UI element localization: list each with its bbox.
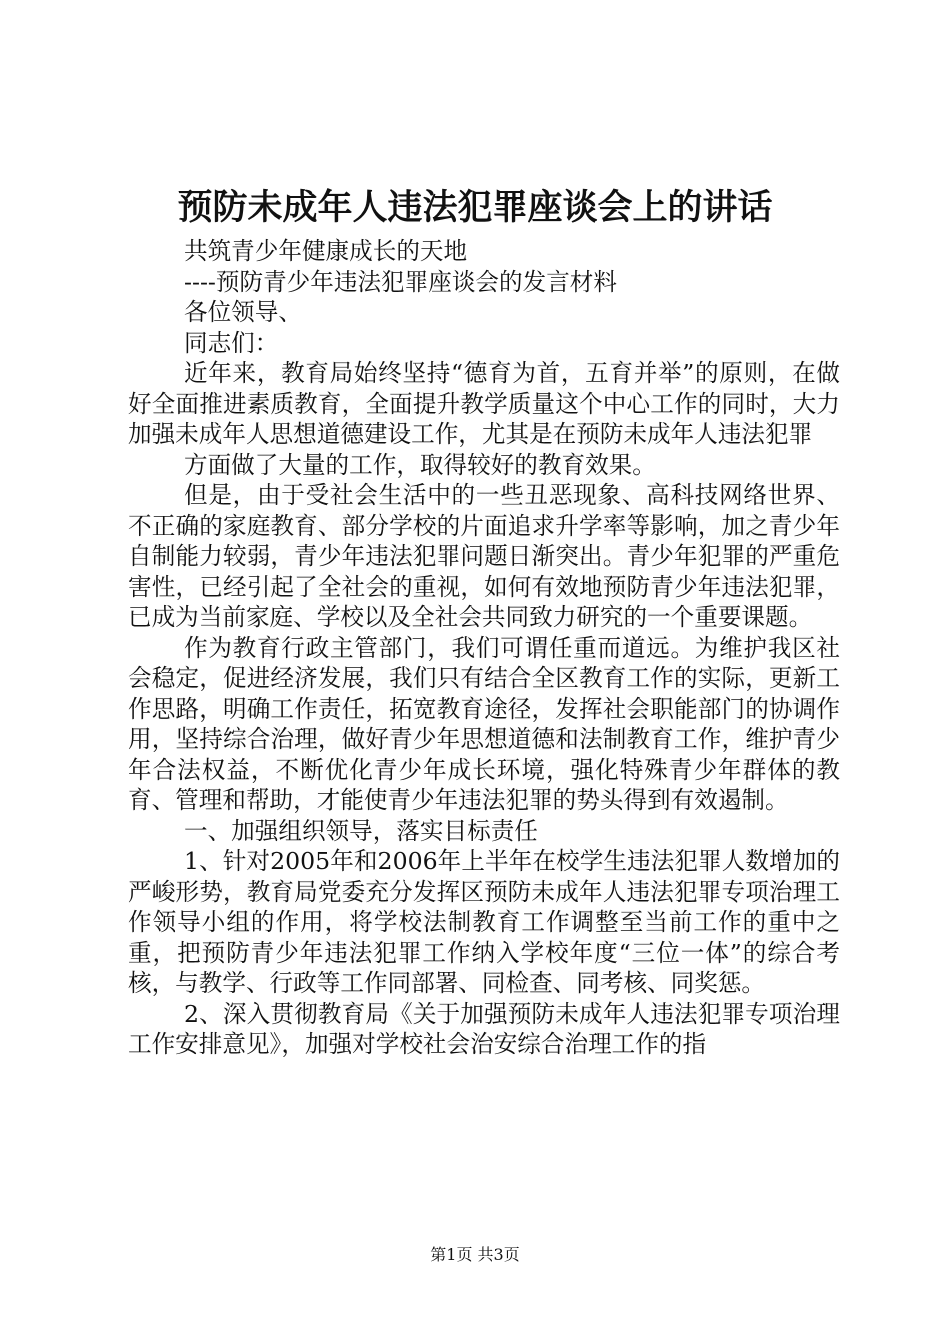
- paragraph: 近年来，教育局始终坚持“德育为首，五育并举”的原则，在做好全面推进素质教育，全面提升教学质量这个中心工作的同时，大力加强未成年人思想道德建设工作，尤其是在预防未成年人违法犯罪: [128, 359, 840, 448]
- page-footer: 第1页 共3页: [430, 1245, 520, 1264]
- subtitle: 共筑青少年健康成长的天地: [184, 237, 468, 265]
- paragraph: 方面做了大量的工作，取得较好的教育效果。: [184, 450, 656, 479]
- paragraph: 1、针对2005年和2006年上半年在校学生违法犯罪人数增加的严峻形势，教育局党委充分发挥区预防未成年人违法犯罪专项治理工作领导小组的作用，将学校法制教育工作调整至当前工作的重中之重，把预防青少年违法犯罪工作纳入学校年度“三位一体”的综合考核，与教学、行政等工作同部署、同检查、同考核、同奖惩。: [128, 847, 840, 997]
- document-title: 预防未成年人违法犯罪座谈会上的讲话: [177, 187, 773, 228]
- salutation-leaders: 各位领导、: [184, 298, 302, 326]
- salutation-comrades: 同志们：: [184, 328, 279, 357]
- subtitle-line-2: ----预防青少年违法犯罪座谈会的发言材料: [184, 267, 617, 296]
- paragraph: 作为教育行政主管部门，我们可谓任重而道远。为维护我区社会稳定，促进经济发展，我们只有结合全区教育工作的实际，更新工作思路，明确工作责任，拓宽教育途径，发挥社会职能部门的协调作用，坚持综合治理，做好青少年思想道德和法制教育工作，维护青少年合法权益，不断优化青少年成长环境，强化特殊青少年群体的教育、管理和帮助，才能使青少年违法犯罪的势头得到有效遏制。: [128, 633, 840, 814]
- section-heading: 一、加强组织领导，落实目标责任: [184, 816, 538, 845]
- paragraph: 但是，由于受社会生活中的一些丑恶现象、高科技网络世界、不正确的家庭教育、部分学校的片面追求升学率等影响，加之青少年自制能力较弱，青少年违法犯罪问题日渐突出。青少年犯罪的严重危害性，已经引起了全社会的重视，如何有效地预防青少年违法犯罪，已成为当前家庭、学校以及全社会共同致力研究的一个重要课题。: [128, 481, 840, 631]
- document-body: [128, 236, 840, 1060]
- paragraph: 2、深入贯彻教育局《关于加强预防未成年人违法犯罪专项治理工作安排意见》，加强对学校社会治安综合治理工作的指: [128, 999, 840, 1058]
